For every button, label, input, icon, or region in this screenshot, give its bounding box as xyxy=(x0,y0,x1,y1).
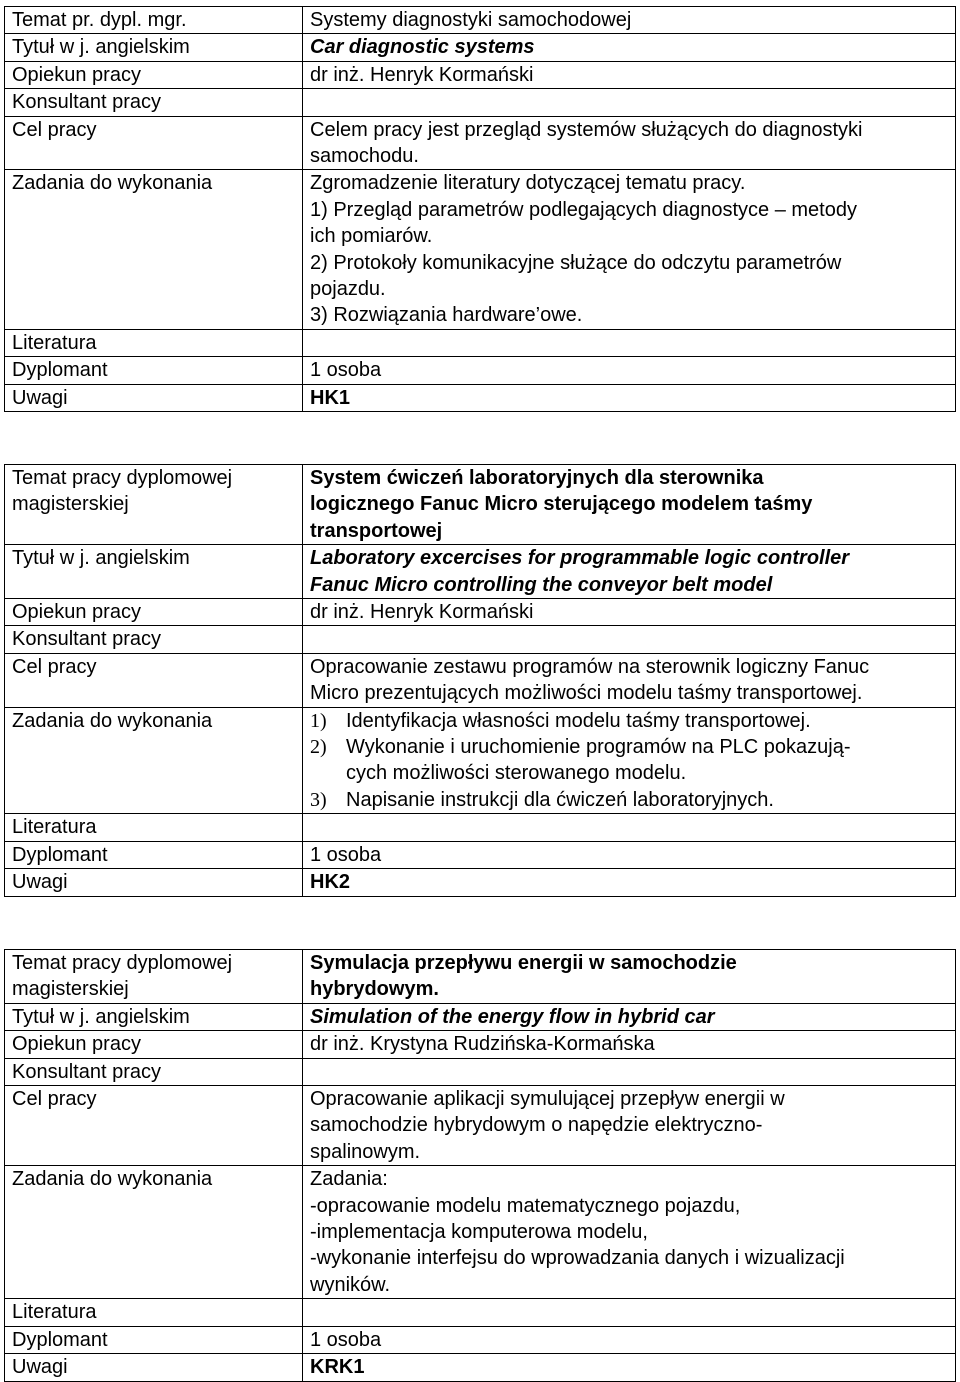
temat-line: hybrydowym. xyxy=(310,978,439,1001)
label-konsultant: Konsultant pracy xyxy=(5,626,303,653)
value-uwagi: KRK1 xyxy=(310,1356,365,1379)
row-temat xyxy=(5,950,956,1004)
value-zadania xyxy=(303,707,956,814)
label-literatura: Literatura xyxy=(5,814,303,841)
row-literatura xyxy=(5,329,956,356)
value-cel xyxy=(303,116,956,170)
row-temat xyxy=(5,465,956,545)
label-tytul: Tytuł w j. angielskim xyxy=(5,1003,303,1030)
zadania-line: Zgromadzenie literatury dotyczącej tematu pracy. xyxy=(310,172,746,195)
cel-line: Opracowanie aplikacji symulującej przepływ energii w xyxy=(310,1088,785,1111)
cel-line: Celem pracy jest przegląd systemów służących do diagnostyki xyxy=(310,118,863,141)
zadania-line: -implementacja komputerowa modelu, xyxy=(310,1221,648,1244)
temat-line: Symulacja przepływu energii w samochodzie xyxy=(310,952,737,974)
zadania-line: -opracowanie modelu matematycznego pojazdu, xyxy=(310,1194,741,1217)
zadania-line: 3) Rozwiązania hardware’owe. xyxy=(310,304,583,327)
temat-line: System ćwiczeń laboratoryjnych dla sterownika xyxy=(310,467,764,489)
value-dyplomant: 1 osoba xyxy=(303,1326,956,1353)
label-opiekun: Opiekun pracy xyxy=(5,1031,303,1058)
label-zadania: Zadania do wykonania xyxy=(5,1166,303,1299)
row-literatura xyxy=(5,1299,956,1326)
value-opiekun: dr inż. Henryk Kormański xyxy=(303,599,956,626)
label-literatura: Literatura xyxy=(5,329,303,356)
zadania-line: -wykonanie interfejsu do wprowadzania danych i wizualizacji xyxy=(310,1247,845,1270)
temat-line: logicznego Fanuc Micro sterującego modelem taśmy xyxy=(310,493,813,516)
value-cel xyxy=(303,653,956,707)
label-cel: Cel pracy xyxy=(5,653,303,707)
label-temat: Temat pr. dypl. mgr. xyxy=(5,7,303,34)
value-cel xyxy=(303,1086,956,1166)
value-dyplomant: 1 osoba xyxy=(303,357,956,384)
label-tytul: Tytuł w j. angielskim xyxy=(5,545,303,599)
label-temat-line: magisterskiej xyxy=(12,978,129,1001)
label-uwagi: Uwagi xyxy=(5,1354,303,1381)
zadania-line: pojazdu. xyxy=(310,278,386,301)
row-uwagi xyxy=(5,1354,956,1381)
row-uwagi xyxy=(5,384,956,411)
row-konsultant xyxy=(5,89,956,116)
zadania-line: ich pomiarów. xyxy=(310,225,433,248)
label-dyplomant: Dyplomant xyxy=(5,357,303,384)
value-zadania xyxy=(303,170,956,329)
thesis-topic-1 xyxy=(4,6,956,412)
list-item xyxy=(310,787,955,813)
label-temat xyxy=(5,465,303,545)
value-zadania xyxy=(303,1166,956,1299)
row-temat xyxy=(5,7,956,34)
value-temat xyxy=(303,465,956,545)
cel-line: samochodzie hybrydowym o napędzie elektryczno- xyxy=(310,1114,763,1137)
value-uwagi: HK1 xyxy=(310,386,351,409)
task-number: 1) xyxy=(310,709,327,732)
row-tytul xyxy=(5,1003,956,1030)
task-text: Identyfikacja własności modelu taśmy transportowej. xyxy=(346,709,811,732)
value-literatura xyxy=(303,1299,956,1326)
label-temat-line: magisterskiej xyxy=(12,493,129,516)
zadania-line: 1) Przegląd parametrów podlegających diagnostyce – metody xyxy=(310,198,857,221)
cel-line: spalinowym. xyxy=(310,1140,421,1163)
task-number: 3) xyxy=(310,788,327,811)
label-cel: Cel pracy xyxy=(5,116,303,170)
cel-line: samochodu. xyxy=(310,145,419,168)
label-dyplomant: Dyplomant xyxy=(5,1326,303,1353)
row-konsultant xyxy=(5,626,956,653)
row-tytul xyxy=(5,34,956,61)
task-list xyxy=(310,708,955,814)
task-text: Napisanie instrukcji dla ćwiczeń laboratoryjnych. xyxy=(346,788,774,811)
thesis-topic-2 xyxy=(4,464,956,897)
task-text: cych możliwości sterowanego modelu. xyxy=(346,762,687,785)
row-cel xyxy=(5,116,956,170)
value-temat: Systemy diagnostyki samochodowej xyxy=(303,7,956,34)
zadania-line: 2) Protokoły komunikacyjne służące do odczytu parametrów xyxy=(310,251,842,274)
cel-line: Opracowanie zestawu programów na sterownik logiczny Fanuc xyxy=(310,655,870,678)
label-temat-line: Temat pracy dyplomowej xyxy=(12,952,233,974)
value-konsultant xyxy=(303,1058,956,1085)
label-zadania: Zadania do wykonania xyxy=(5,707,303,814)
row-konsultant xyxy=(5,1058,956,1085)
row-dyplomant xyxy=(5,357,956,384)
value-literatura xyxy=(303,814,956,841)
value-tytul: Car diagnostic systems xyxy=(310,36,535,59)
label-konsultant: Konsultant pracy xyxy=(5,1058,303,1085)
label-temat xyxy=(5,950,303,1004)
list-item xyxy=(310,708,955,734)
label-konsultant: Konsultant pracy xyxy=(5,89,303,116)
label-opiekun: Opiekun pracy xyxy=(5,61,303,88)
value-temat xyxy=(303,950,956,1004)
row-opiekun xyxy=(5,1031,956,1058)
zadania-line: wyników. xyxy=(310,1273,391,1296)
tytul-line: Laboratory excercises for programmable logic controller xyxy=(310,547,850,570)
row-dyplomant xyxy=(5,841,956,868)
label-literatura: Literatura xyxy=(5,1299,303,1326)
cel-line: Micro prezentujących możliwości modelu taśmy transportowej. xyxy=(310,682,863,705)
value-opiekun: dr inż. Henryk Kormański xyxy=(303,61,956,88)
row-cel xyxy=(5,653,956,707)
value-literatura xyxy=(303,329,956,356)
task-number: 2) xyxy=(310,736,327,759)
temat-line: transportowej xyxy=(310,519,443,542)
row-zadania xyxy=(5,707,956,814)
row-opiekun xyxy=(5,61,956,88)
label-cel: Cel pracy xyxy=(5,1086,303,1166)
task-text: Wykonanie i uruchomienie programów na PLC pokazują- xyxy=(346,736,851,759)
value-dyplomant: 1 osoba xyxy=(303,841,956,868)
zadania-line: Zadania: xyxy=(310,1168,388,1191)
row-dyplomant xyxy=(5,1326,956,1353)
value-uwagi: HK2 xyxy=(310,871,351,894)
label-zadania: Zadania do wykonania xyxy=(5,170,303,329)
row-cel xyxy=(5,1086,956,1166)
row-opiekun xyxy=(5,599,956,626)
label-temat-line: Temat pracy dyplomowej xyxy=(12,467,233,489)
row-zadania xyxy=(5,1166,956,1299)
label-tytul: Tytuł w j. angielskim xyxy=(5,34,303,61)
value-tytul xyxy=(303,545,956,599)
label-opiekun: Opiekun pracy xyxy=(5,599,303,626)
row-zadania xyxy=(5,170,956,329)
value-tytul: Simulation of the energy flow in hybrid car xyxy=(310,1005,715,1028)
value-konsultant xyxy=(303,626,956,653)
list-item xyxy=(310,734,955,787)
row-uwagi xyxy=(5,869,956,896)
label-uwagi: Uwagi xyxy=(5,384,303,411)
label-dyplomant: Dyplomant xyxy=(5,841,303,868)
row-tytul xyxy=(5,545,956,599)
label-uwagi: Uwagi xyxy=(5,869,303,896)
value-konsultant xyxy=(303,89,956,116)
row-literatura xyxy=(5,814,956,841)
tytul-line: Fanuc Micro controlling the conveyor belt model xyxy=(310,573,773,596)
value-opiekun: dr inż. Krystyna Rudzińska-Kormańska xyxy=(303,1031,956,1058)
thesis-topic-3 xyxy=(4,949,956,1382)
